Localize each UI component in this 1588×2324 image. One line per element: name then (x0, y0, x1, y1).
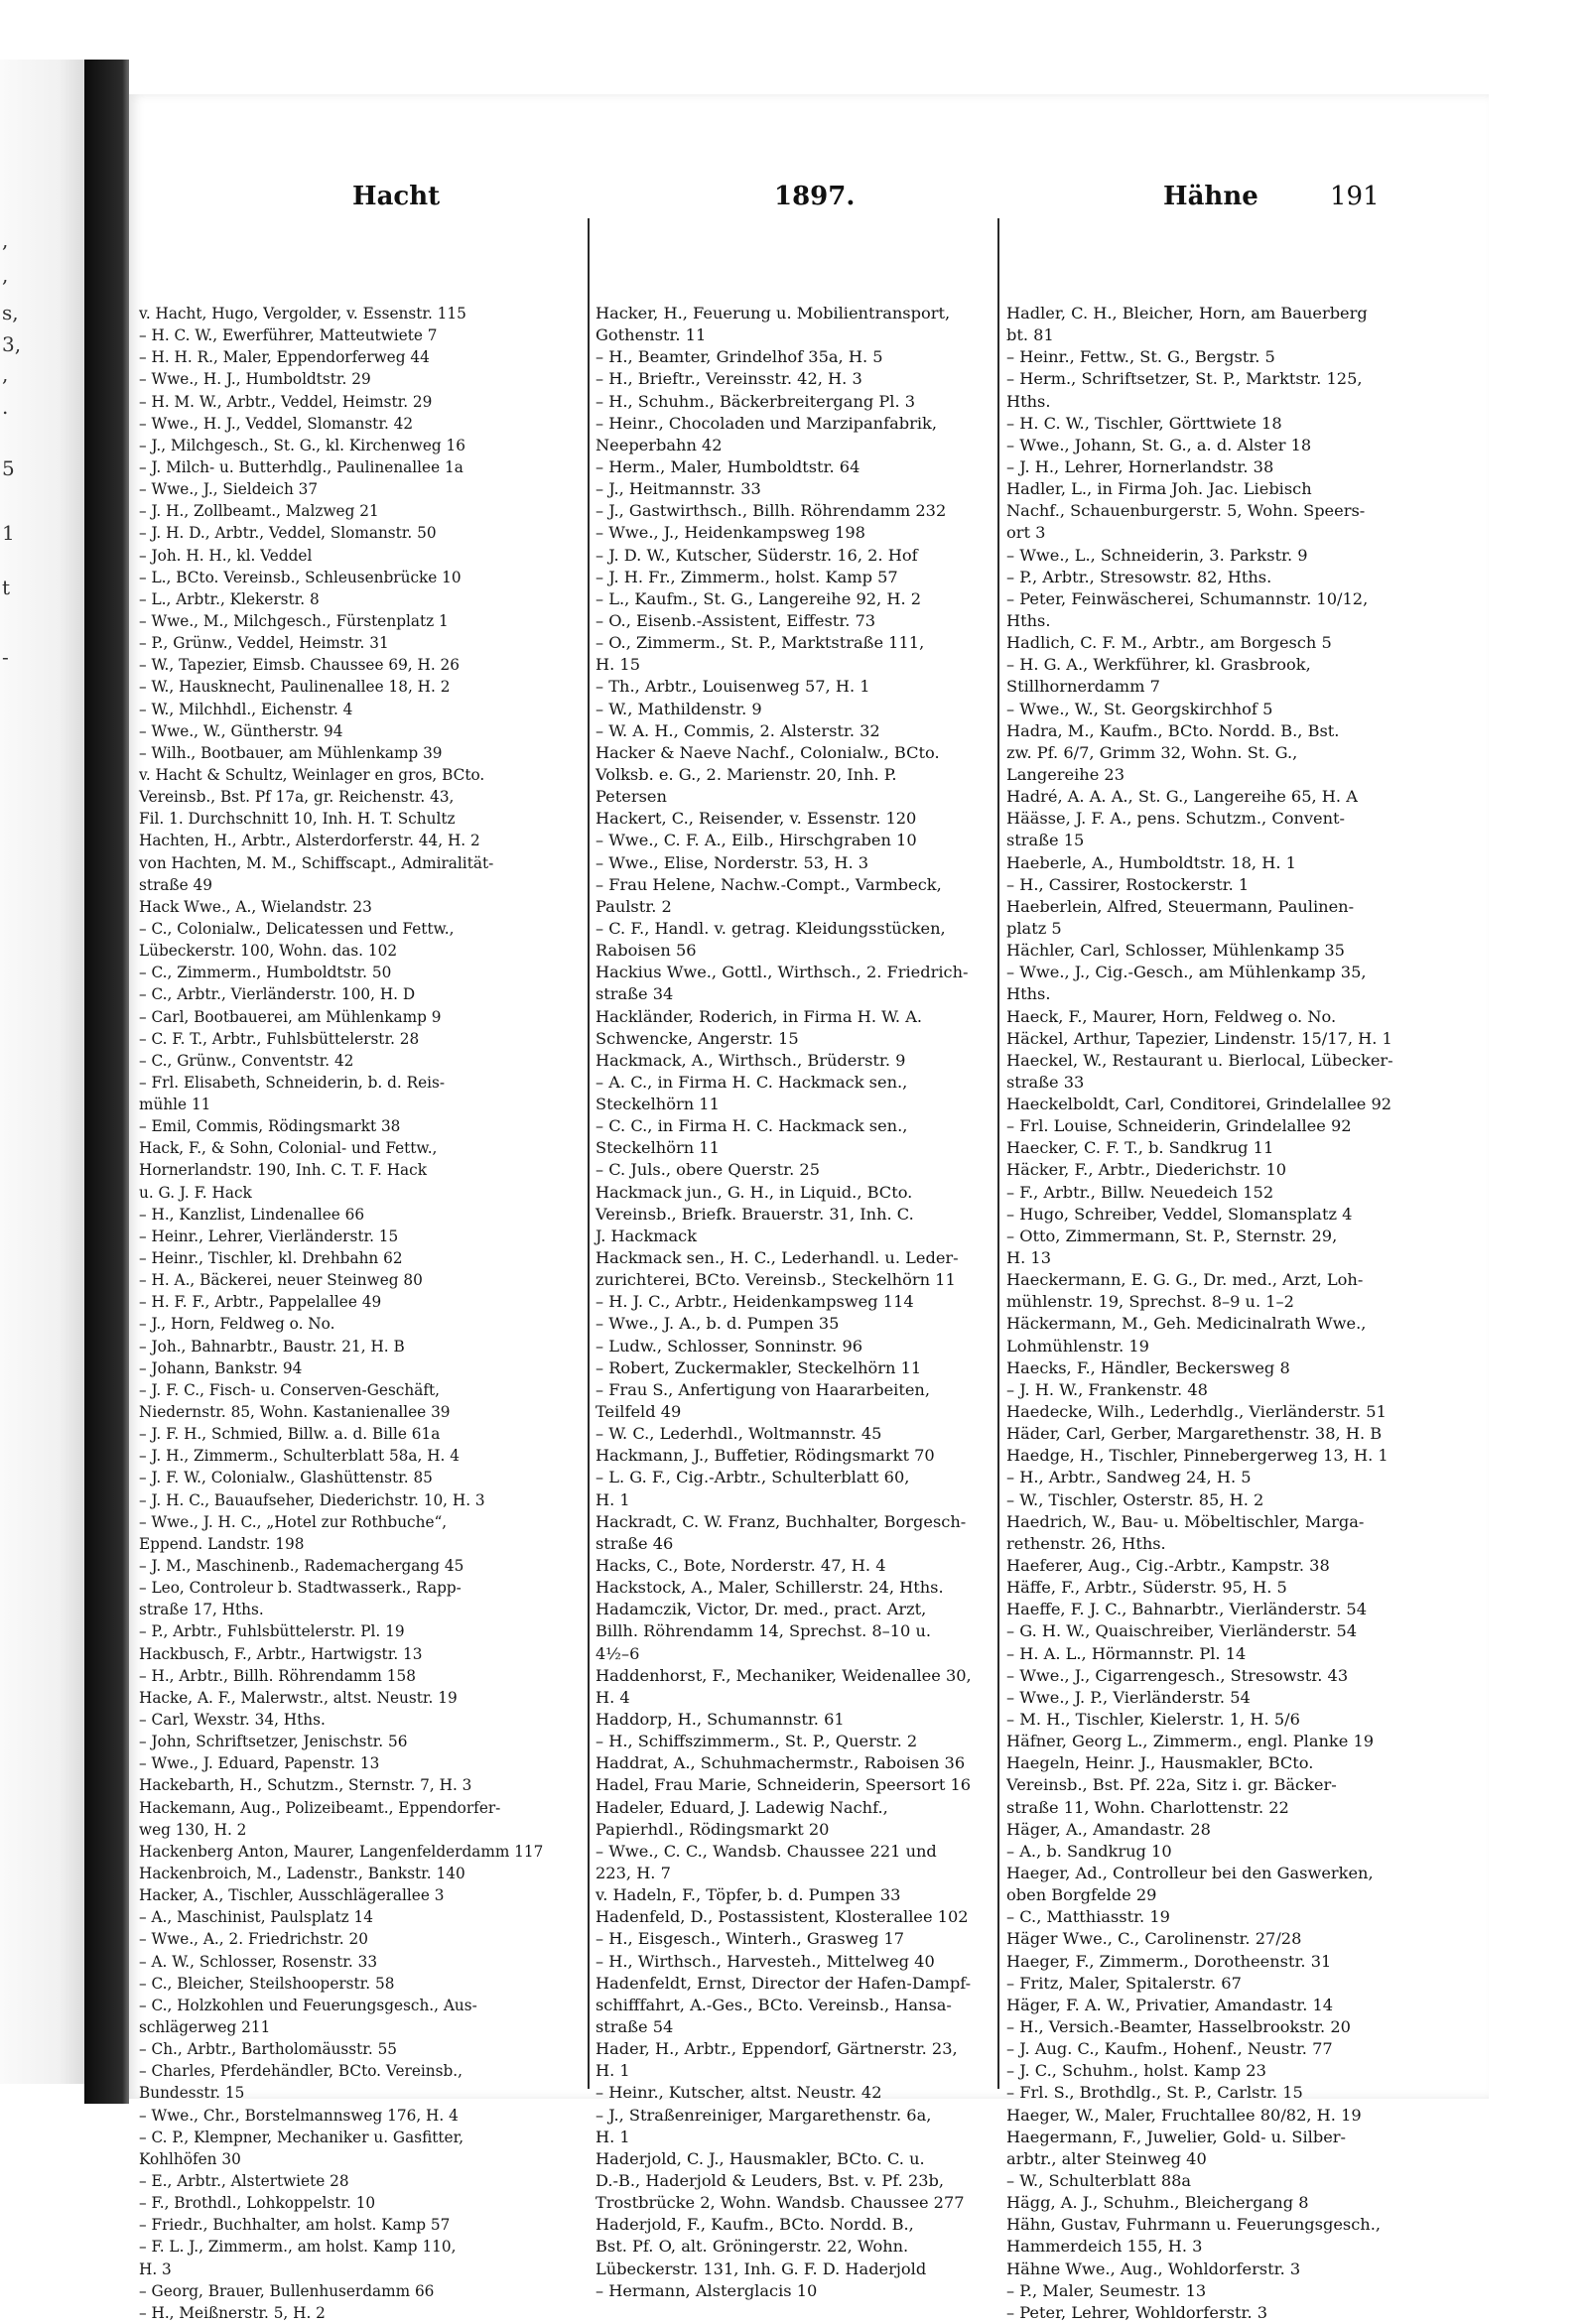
directory-entry-line: mühle 11 (139, 1095, 211, 1114)
directory-entry-line: – J., Straßenreiniger, Margarethenstr. 6a, (596, 2105, 932, 2125)
directory-entry-line: Stillhornerdamm 7 (1006, 677, 1160, 697)
directory-entry-line: Fil. 1. Durchschnitt 10, Inh. H. T. Schultz (139, 809, 456, 829)
directory-entry-line: – H., Arbtr., Sandweg 24, H. 5 (1006, 1468, 1252, 1487)
directory-entry-line: – C., Colonialw., Delicatessen und Fettw., (139, 918, 455, 938)
directory-entry-line: Hachten, H., Arbtr., Alsterdorferstr. 44, H. 2 (139, 831, 480, 850)
directory-entry-line: Hths. (1006, 610, 1051, 630)
directory-entry-line: Hadenfeldt, Ernst, Director der Hafen-Dampf- (596, 1973, 972, 1993)
directory-entry-line: Hackert, C., Reisender, v. Essenstr. 120 (596, 809, 917, 829)
directory-entry-line: – Ch., Arbtr., Bartholomäusstr. 55 (139, 2039, 398, 2059)
directory-entry-line: – Charles, Pferdehändler, BCto. Vereinsb., (139, 2061, 463, 2081)
directory-entry-line: Haeberlein, Alfred, Steuermann, Paulinen- (1006, 896, 1355, 916)
directory-entry-line: Haeger, F., Zimmerm., Dorotheenstr. 31 (1006, 1951, 1332, 1971)
directory-entry-line: – J. D. W., Kutscher, Süderstr. 16, 2. Hof (596, 545, 918, 565)
directory-entry-line: Volksb. e. G., 2. Marienstr. 20, Inh. P. (596, 764, 897, 784)
directory-entry-line: – Herm., Schriftsetzer, St. P., Marktstr. 125, (1006, 369, 1363, 389)
directory-entry-line: Häger, A., Amandastr. 28 (1006, 1819, 1211, 1839)
margin-fragment: , (2, 263, 9, 287)
directory-entry-line: Haddrat, A., Schuhmachermstr., Raboisen 36 (596, 1753, 966, 1773)
directory-entry-line: – Peter, Lehrer, Wohldorferstr. 3 (1006, 2302, 1268, 2322)
directory-entry-line: – Wwe., J., Cig.-Gesch., am Mühlenkamp 35, (1006, 963, 1367, 982)
directory-entry-line: – C., Arbtr., Vierländerstr. 100, H. D (139, 984, 416, 1004)
directory-entry-line: Hadel, Frau Marie, Schneiderin, Speersort 16 (596, 1775, 972, 1795)
directory-entry-line: – H., Meißnerstr. 5, H. 2 (139, 2302, 326, 2322)
directory-entry-line: – W., Schulterblatt 88a (1006, 2170, 1192, 2190)
directory-entry-line: Lübeckerstr. 100, Wohn. das. 102 (139, 941, 398, 961)
directory-entry-line: Steckelhörn 11 (596, 1138, 720, 1158)
directory-entry-line: – Heinr., Lehrer, Vierländerstr. 15 (139, 1226, 399, 1245)
directory-entry-line: – Wwe., Johann, St. G., a. d. Alster 18 (1006, 435, 1312, 454)
directory-entry-line: – F., Arbtr., Billw. Neuedeich 152 (1006, 1182, 1274, 1202)
margin-fragment: - (2, 645, 9, 669)
directory-entry-line: – W., Mathildenstr. 9 (596, 699, 762, 718)
directory-entry-line: – P., Grünw., Veddel, Heimstr. 31 (139, 633, 389, 653)
directory-entry-line: – Wwe., C. C., Wandsb. Chaussee 221 und (596, 1841, 937, 1861)
directory-entry-line: J. Hackmack (596, 1226, 698, 1245)
directory-entry-line: Steckelhörn 11 (596, 1095, 720, 1114)
directory-entry-line: – Frl. Louise, Schneiderin, Grindelallee 92 (1006, 1116, 1352, 1136)
directory-entry-line: – L., Arbtr., Klekerstr. 8 (139, 588, 320, 608)
directory-entry-line: Haeger, W., Maler, Fruchtallee 80/82, H. 19 (1006, 2105, 1362, 2125)
directory-entry-line: – Th., Arbtr., Louisenweg 57, H. 1 (596, 677, 870, 697)
directory-entry-line: – H., Beamter, Grindelhof 35a, H. 5 (596, 347, 883, 367)
directory-entry-line: Hack, F., & Sohn, Colonial- und Fettw., (139, 1138, 438, 1158)
directory-entry-line: Hackemann, Aug., Polizeibeamt., Eppendorfer- (139, 1797, 501, 1817)
directory-entry-line: – M. H., Tischler, Kielerstr. 1, H. 5/6 (1006, 1710, 1300, 1729)
directory-entry-line: Häger Wwe., C., Carolinenstr. 27/28 (1006, 1929, 1302, 1949)
directory-entry-line: – J. H., Zollbeamt., Malzweg 21 (139, 501, 379, 521)
directory-entry-line: – J. H. C., Bauaufseher, Diederichstr. 10, H. 3 (139, 1489, 485, 1509)
directory-entry-line: schlägerweg 211 (139, 2016, 271, 2036)
directory-entry-line: – Leo, Controleur b. Stadtwasserk., Rapp- (139, 1578, 462, 1598)
directory-entry-line: v. Hadeln, F., Töpfer, b. d. Pumpen 33 (596, 1885, 901, 1905)
directory-entry-line: Hacker, A., Tischler, Ausschlägerallee 3 (139, 1885, 445, 1905)
directory-entry-line: – F. L. J., Zimmerm., am holst. Kamp 110, (139, 2237, 457, 2257)
directory-entry-line: Hornerlandstr. 190, Inh. C. T. F. Hack (139, 1160, 427, 1180)
directory-entry-line: Paulstr. 2 (596, 896, 672, 916)
margin-fragment: 5 (2, 456, 15, 480)
directory-entry-line: Bst. Pf. O, alt. Gröningerstr. 22, Wohn. (596, 2237, 909, 2257)
running-head-year: 1897. (774, 182, 856, 211)
directory-entry-line: – Heinr., Chocoladen und Marzipanfabrik, (596, 413, 937, 433)
directory-entry-line: Langereihe 23 (1006, 764, 1125, 784)
directory-entry-line: – H. F. F., Arbtr., Pappelallee 49 (139, 1292, 382, 1312)
directory-entry-line: u. G. J. F. Hack (139, 1182, 252, 1202)
directory-entry-line: Lohmühlenstr. 19 (1006, 1336, 1149, 1356)
directory-entry-line: – J. Aug. C., Kaufm., Hohenf., Neustr. 77 (1006, 2039, 1333, 2059)
directory-entry-line: weg 130, H. 2 (139, 1819, 247, 1839)
directory-entry-line: – F., Brothdl., Lohkoppelstr. 10 (139, 2193, 376, 2213)
directory-entry-line: v. Hacht & Schultz, Weinlager en gros, BCto. (139, 764, 485, 784)
page-sheet (129, 94, 1489, 2322)
directory-entry-line: Häder, Carl, Gerber, Margarethenstr. 38, H. B (1006, 1424, 1383, 1444)
directory-entry-line: – Carl, Wexstr. 34, Hths. (139, 1710, 326, 1729)
directory-entry-line: – Hermann, Alsterglacis 10 (596, 2280, 818, 2300)
directory-entry-line: – L., BCto. Vereinsb., Schleusenbrücke 10 (139, 567, 462, 586)
directory-entry-line: Hths. (1006, 391, 1051, 411)
directory-entry-line: – J. F. H., Schmied, Billw. a. d. Bille 61a (139, 1424, 441, 1444)
directory-entry-line: H. 4 (596, 1687, 630, 1707)
directory-entry-line: Hackbusch, F., Arbtr., Hartwigstr. 13 (139, 1643, 423, 1663)
directory-entry-line: H. 13 (1006, 1248, 1052, 1268)
directory-entry-line: – J. Milch- u. Butterhdlg., Paulinenallee 1a (139, 456, 463, 476)
margin-fragment: , (2, 228, 9, 252)
directory-entry-line: Hackmann, J., Buffetier, Rödingsmarkt 70 (596, 1446, 935, 1466)
directory-entry-line: Vereinsb., Briefk. Brauerstr. 31, Inh. C. (596, 1204, 914, 1224)
directory-entry-line: – J. C., Schuhm., holst. Kamp 23 (1006, 2061, 1266, 2081)
directory-entry-line: Haecks, F., Händler, Beckersweg 8 (1006, 1357, 1290, 1377)
directory-entry-line: zw. Pf. 6/7, Grimm 32, Wohn. St. G., (1006, 742, 1298, 762)
directory-entry-line: 223, H. 7 (596, 1863, 671, 1882)
directory-entry-line: – J. F. W., Colonialw., Glashüttenstr. 85 (139, 1468, 433, 1487)
directory-entry-line: – W., Milchhdl., Eichenstr. 4 (139, 699, 353, 718)
directory-entry-line: – Johann, Bankstr. 94 (139, 1357, 303, 1377)
directory-entry-line: Kohlhöfen 30 (139, 2148, 241, 2168)
directory-entry-line: – J. H. D., Arbtr., Veddel, Slomanstr. 50 (139, 523, 437, 543)
column-divider (588, 218, 590, 2089)
directory-entry-line: – Wwe., J. P., Vierländerstr. 54 (1006, 1687, 1251, 1707)
directory-entry-line: – Wwe., J., Sieldeich 37 (139, 479, 319, 499)
directory-entry-line: Hadlich, C. F. M., Arbtr., am Borgesch 5 (1006, 633, 1332, 653)
directory-entry-line: Haeferer, Aug., Cig.-Arbtr., Kampstr. 38 (1006, 1556, 1330, 1576)
directory-entry-line: – Fritz, Maler, Spitalerstr. 67 (1006, 1973, 1242, 1993)
book-binding-gutter (84, 60, 129, 2104)
directory-entry-line: Hackebarth, H., Schutzm., Sternstr. 7, H. 3 (139, 1775, 472, 1795)
directory-entry-line: Trostbrücke 2, Wohn. Wandsb. Chaussee 277 (596, 2193, 965, 2213)
directory-entry-line: zurichterei, BCto. Vereinsb., Steckelhörn 11 (596, 1270, 956, 1290)
directory-entry-line: – H., Cassirer, Rostockerstr. 1 (1006, 874, 1250, 894)
directory-entry-line: – Wwe., Chr., Borstelmannsweg 176, H. 4 (139, 2105, 459, 2125)
directory-entry-line: Hackradt, C. W. Franz, Buchhalter, Borgesch- (596, 1511, 967, 1531)
directory-entry-line: – C., Zimmerm., Humboldtstr. 50 (139, 963, 392, 982)
directory-entry-line: – H., Arbtr., Billh. Röhrendamm 158 (139, 1665, 416, 1685)
directory-entry-line: arbtr., alter Steinweg 40 (1006, 2148, 1207, 2168)
directory-entry-line: Haegeln, Heinr. J., Hausmakler, BCto. (1006, 1753, 1314, 1773)
directory-entry-line: – Friedr., Buchhalter, am holst. Kamp 57 (139, 2215, 451, 2235)
directory-entry-line: – J. M., Maschinenb., Rademachergang 45 (139, 1556, 464, 1576)
directory-entry-line: – C., Holzkohlen und Feuerungsgesch., Aus- (139, 1995, 477, 2014)
directory-entry-line: – O., Eisenb.-Assistent, Eiffestr. 73 (596, 610, 876, 630)
directory-entry-line: – H., Eisgesch., Winterh., Grasweg 17 (596, 1929, 905, 1949)
directory-entry-line: – J. F. C., Fisch- u. Conserven-Geschäft, (139, 1379, 440, 1399)
directory-entry-line: Haeckelboldt, Carl, Conditorei, Grindelallee 92 (1006, 1095, 1392, 1114)
directory-entry-line: – W., Tapezier, Eimsb. Chaussee 69, H. 26 (139, 655, 460, 675)
directory-entry-line: – Wwe., J., Heidenkampsweg 198 (596, 523, 865, 543)
directory-entry-line: – H., Versich.-Beamter, Hasselbrookstr. 20 (1006, 2016, 1351, 2036)
directory-entry-line: – H., Schiffszimmerm., St. P., Querstr. 2 (596, 1732, 918, 1751)
directory-entry-line: Haeck, F., Maurer, Horn, Feldweg o. No. (1006, 1006, 1337, 1026)
directory-entry-line: Hackländer, Roderich, in Firma H. W. A. (596, 1006, 923, 1026)
directory-entry-line: – Wwe., Elise, Norderstr. 53, H. 3 (596, 852, 869, 872)
directory-entry-line: straße 54 (596, 2016, 674, 2036)
directory-entry-line: – P., Maler, Seumestr. 13 (1006, 2280, 1207, 2300)
directory-entry-line: von Hachten, M. M., Schiffscapt., Admiralität- (139, 852, 494, 872)
directory-entry-line: – Joh., Bahnarbtr., Baustr. 21, H. B (139, 1336, 405, 1356)
directory-entry-line: Hackius Wwe., Gottl., Wirthsch., 2. Friedrich- (596, 963, 969, 982)
directory-entry-line: – W., Hausknecht, Paulinenallee 18, H. 2 (139, 677, 451, 697)
directory-entry-line: – Wwe., H. J., Veddel, Slomanstr. 42 (139, 413, 414, 433)
directory-column-2 (596, 303, 972, 2302)
directory-entry-line: – John, Schriftsetzer, Jenischstr. 56 (139, 1732, 408, 1751)
directory-entry-line: – J. H. Fr., Zimmerm., holst. Kamp 57 (596, 567, 898, 586)
column-divider (997, 218, 999, 2089)
directory-entry-line: – Ludw., Schlosser, Sonninstr. 96 (596, 1336, 863, 1356)
directory-entry-line: – W. A. H., Commis, 2. Alsterstr. 32 (596, 720, 880, 740)
directory-entry-line: – L. G. F., Cig.-Arbtr., Schulterblatt 60, (596, 1468, 910, 1487)
directory-entry-line: Hadamczik, Victor, Dr. med., pract. Arzt, (596, 1600, 927, 1619)
directory-entry-line: – J., Gastwirthsch., Billh. Röhrendamm 232 (596, 501, 947, 521)
directory-entry-line: – Frl. Elisabeth, Schneiderin, b. d. Reis- (139, 1072, 446, 1092)
directory-entry-line: schifffahrt, A.-Ges., BCto. Vereinsb., Hansa- (596, 1995, 952, 2014)
directory-entry-line: – H. A., Bäckerei, neuer Steinweg 80 (139, 1270, 423, 1290)
directory-entry-line: – A. W., Schlosser, Rosenstr. 33 (139, 1951, 378, 1971)
directory-entry-line: Haddorp, H., Schumannstr. 61 (596, 1710, 845, 1729)
directory-entry-line: Hähn, Gustav, Fuhrmann u. Feuerungsgesch., (1006, 2215, 1381, 2235)
directory-entry-line: – J. H. W., Frankenstr. 48 (1006, 1379, 1208, 1399)
directory-entry-line: Haeckermann, E. G. G., Dr. med., Arzt, Loh- (1006, 1270, 1364, 1290)
directory-entry-line: – Robert, Zuckermakler, Steckelhörn 11 (596, 1357, 922, 1377)
directory-entry-line: Häger, F. A. W., Privatier, Amandastr. 14 (1006, 1995, 1334, 2014)
directory-entry-line: platz 5 (1006, 918, 1062, 938)
directory-entry-line: Haecker, C. F. T., b. Sandkrug 11 (1006, 1138, 1274, 1158)
directory-entry-line: – Hugo, Schreiber, Veddel, Slomansplatz 4 (1006, 1204, 1353, 1224)
directory-entry-line: Hacker, H., Feuerung u. Mobilientransport, (596, 304, 951, 323)
directory-entry-line: – Joh. H. H., kl. Veddel (139, 545, 313, 565)
directory-entry-line: H. 15 (596, 655, 641, 675)
directory-entry-line: oben Borgfelde 29 (1006, 1885, 1157, 1905)
previous-page-edge (0, 60, 84, 2084)
directory-entry-line: H. 1 (596, 2127, 630, 2146)
directory-entry-line: Hadeler, Eduard, J. Ladewig Nachf., (596, 1797, 888, 1817)
directory-entry-line: Niedernstr. 85, Wohn. Kastanienallee 39 (139, 1402, 451, 1422)
directory-entry-line: – G. H. W., Quaischreiber, Vierländerstr. 54 (1006, 1621, 1358, 1641)
directory-entry-line: – Carl, Bootbauerei, am Mühlenkamp 9 (139, 1006, 442, 1026)
directory-entry-line: – Wwe., H. J., Humboldtstr. 29 (139, 369, 371, 389)
directory-entry-line: H. 3 (139, 2259, 172, 2278)
margin-fragment: , (2, 362, 9, 386)
directory-entry-line: – H., Kanzlist, Lindenallee 66 (139, 1204, 365, 1224)
directory-entry-line: Bundesstr. 15 (139, 2083, 245, 2103)
directory-entry-line: Hackmack jun., G. H., in Liquid., BCto. (596, 1182, 913, 1202)
directory-entry-line: – Emil, Commis, Rödingsmarkt 38 (139, 1116, 401, 1136)
directory-entry-line: – J., Heitmannstr. 33 (596, 479, 761, 499)
directory-entry-line: – Wilh., Bootbauer, am Mühlenkamp 39 (139, 742, 443, 762)
directory-entry-line: – C. Juls., obere Querstr. 25 (596, 1160, 820, 1180)
directory-entry-line: straße 46 (596, 1533, 674, 1553)
directory-entry-line: Hähne Wwe., Aug., Wohldorferstr. 3 (1006, 2259, 1301, 2278)
directory-entry-line: – Wwe., C. F. A., Eilb., Hirschgraben 10 (596, 831, 917, 850)
directory-entry-line: Haeffe, F. J. C., Bahnarbtr., Vierländerstr. 54 (1006, 1600, 1368, 1619)
directory-entry-line: Hacke, A. F., Malerwstr., altst. Neustr. 19 (139, 1687, 458, 1707)
directory-entry-line: straße 33 (1006, 1072, 1085, 1092)
directory-entry-line: – E., Arbtr., Alstertwiete 28 (139, 2170, 349, 2190)
directory-entry-line: v. Hacht, Hugo, Vergolder, v. Essenstr. 115 (139, 304, 466, 323)
directory-entry-line: – Herm., Maler, Humboldtstr. 64 (596, 456, 860, 476)
directory-entry-line: straße 11, Wohn. Charlottenstr. 22 (1006, 1797, 1289, 1817)
directory-entry-line: Neeperbahn 42 (596, 435, 723, 454)
directory-entry-line: – H. H. R., Maler, Eppendorferweg 44 (139, 347, 430, 367)
directory-entry-line: Hack Wwe., A., Wielandstr. 23 (139, 896, 372, 916)
directory-entry-line: – C., Bleicher, Steilshooperstr. 58 (139, 1973, 395, 1993)
directory-entry-line: Hadra, M., Kaufm., BCto. Nordd. B., Bst. (1006, 720, 1340, 740)
directory-entry-line: – Wwe., M., Milchgesch., Fürstenplatz 1 (139, 610, 449, 630)
directory-entry-line: – H. C. W., Tischler, Görttwiete 18 (1006, 413, 1282, 433)
directory-entry-line: – H. G. A., Werkführer, kl. Grasbrook, (1006, 655, 1311, 675)
running-head-right: Hähne (1163, 182, 1258, 211)
directory-entry-line: – Frau Helene, Nachw.-Compt., Varmbeck, (596, 874, 942, 894)
directory-entry-line: bt. 81 (1006, 325, 1054, 345)
directory-entry-line: – P., Arbtr., Fuhlsbüttelerstr. Pl. 19 (139, 1621, 405, 1641)
directory-entry-line: – Frau S., Anfertigung von Haararbeiten, (596, 1379, 930, 1399)
directory-entry-line: H. 1 (596, 1489, 630, 1509)
directory-entry-line: Hader, H., Arbtr., Eppendorf, Gärtnerstr. 23, (596, 2039, 958, 2059)
directory-entry-line: Haeckel, W., Restaurant u. Bierlocal, Lübecker- (1006, 1050, 1393, 1070)
directory-entry-line: Hackenbroich, M., Ladenstr., Bankstr. 140 (139, 1863, 465, 1882)
page-number: 191 (1330, 182, 1380, 211)
directory-entry-line: – P., Arbtr., Stresowstr. 82, Hths. (1006, 567, 1272, 586)
directory-entry-line: – A., Maschinist, Paulsplatz 14 (139, 1907, 373, 1927)
directory-column-3 (1006, 303, 1393, 2324)
directory-entry-line: – C. F. T., Arbtr., Fuhlsbüttelerstr. 28 (139, 1028, 420, 1048)
directory-entry-line: – Wwe., J., Cigarrengesch., Stresowstr. 43 (1006, 1665, 1349, 1685)
directory-entry-line: Raboisen 56 (596, 941, 697, 961)
directory-entry-line: Haedge, H., Tischler, Pinnebergerweg 13, H. 1 (1006, 1446, 1389, 1466)
directory-entry-line: Hths. (1006, 984, 1051, 1004)
directory-entry-line: – Wwe., W., St. Georgskirchhof 5 (1006, 699, 1273, 718)
directory-entry-line: – C., Grünw., Conventstr. 42 (139, 1050, 354, 1070)
directory-entry-line: Vereinsb., Bst. Pf. 22a, Sitz i. gr. Bäcker- (1006, 1775, 1337, 1795)
directory-entry-line: Häcker, F., Arbtr., Diederichstr. 10 (1006, 1160, 1287, 1180)
directory-entry-line: Haeger, Ad., Controlleur bei den Gaswerken, (1006, 1863, 1374, 1882)
directory-entry-line: – J. H., Lehrer, Hornerlandstr. 38 (1006, 456, 1274, 476)
directory-entry-line: – W. C., Lederhdl., Woltmannstr. 45 (596, 1424, 882, 1444)
directory-entry-line: Hackmack sen., H. C., Lederhandl. u. Leder- (596, 1248, 959, 1268)
margin-fragment: 3, (2, 332, 22, 356)
directory-entry-line: straße 17, Hths. (139, 1600, 264, 1619)
directory-entry-line: ort 3 (1006, 523, 1046, 543)
directory-entry-line: – A. C., in Firma H. C. Hackmack sen., (596, 1072, 908, 1092)
directory-entry-line: Hackmack, A., Wirthsch., Brüderstr. 9 (596, 1050, 906, 1070)
directory-entry-line: – W., Tischler, Osterstr. 85, H. 2 (1006, 1489, 1264, 1509)
directory-entry-line: H. 1 (596, 2061, 630, 2081)
directory-entry-line: Haeberle, A., Humboldtstr. 18, H. 1 (1006, 852, 1296, 872)
directory-entry-line: Hadler, L., in Firma Joh. Jac. Liebisch (1006, 479, 1312, 499)
directory-entry-line: Nachf., Schauenburgerstr. 5, Wohn. Speers- (1006, 501, 1366, 521)
directory-entry-line: Häckermann, M., Geh. Medicinalrath Wwe., (1006, 1314, 1367, 1334)
directory-entry-line: – H., Schuhm., Bäckerbreitergang Pl. 3 (596, 391, 916, 411)
directory-entry-line: mühlenstr. 19, Sprechst. 8–9 u. 1–2 (1006, 1292, 1294, 1312)
directory-entry-line: Hackenberg Anton, Maurer, Langenfelderdamm 117 (139, 1841, 544, 1861)
directory-entry-line: – C. P., Klempner, Mechaniker u. Gasfitter, (139, 2127, 464, 2146)
directory-entry-line: 4½–6 (596, 1643, 640, 1663)
directory-entry-line: Häfner, Georg L., Zimmerm., engl. Planke 19 (1006, 1732, 1375, 1751)
directory-entry-line: Gothenstr. 11 (596, 325, 707, 345)
directory-entry-line: Hammerdeich 155, H. 3 (1006, 2237, 1203, 2257)
directory-entry-line: – Heinr., Tischler, kl. Drehbahn 62 (139, 1248, 403, 1268)
directory-entry-line: Hägg, A. J., Schuhm., Bleichergang 8 (1006, 2193, 1309, 2213)
directory-entry-line: Haedrich, W., Bau- u. Möbeltischler, Marga- (1006, 1511, 1365, 1531)
directory-entry-line: – Peter, Feinwäscherei, Schumannstr. 10/12, (1006, 588, 1369, 608)
directory-entry-line: – A., b. Sandkrug 10 (1006, 1841, 1172, 1861)
directory-entry-line: Papierhdl., Rödingsmarkt 20 (596, 1819, 830, 1839)
running-head-left: Hacht (352, 182, 441, 211)
directory-entry-line: Haddenhorst, F., Mechaniker, Weidenallee 30, (596, 1665, 972, 1685)
directory-entry-line: Haegermann, F., Juwelier, Gold- u. Silber- (1006, 2127, 1346, 2146)
directory-entry-line: Häässe, J. F. A., pens. Schutzm., Convent- (1006, 809, 1346, 829)
margin-fragment: 1 (2, 521, 15, 545)
directory-entry-line: Haedecke, Wilh., Lederhdlg., Vierländerstr. 51 (1006, 1402, 1387, 1422)
directory-entry-line: – C. C., in Firma H. C. Hackmack sen., (596, 1116, 908, 1136)
directory-entry-line: Hächler, Carl, Schlosser, Mühlenkamp 35 (1006, 941, 1345, 961)
directory-entry-line: – Wwe., L., Schneiderin, 3. Parkstr. 9 (1006, 545, 1308, 565)
directory-entry-line: – Wwe., J. H. C., „Hotel zur Rothbuche“, (139, 1511, 448, 1531)
directory-entry-line: Hadré, A. A. A., St. G., Langereihe 65, H. A (1006, 787, 1358, 807)
directory-entry-line: – J., Milchgesch., St. G., kl. Kirchenweg 16 (139, 435, 465, 454)
directory-entry-line: Billh. Röhrendamm 14, Sprechst. 8–10 u. (596, 1621, 932, 1641)
directory-entry-line: – H., Wirthsch., Harvestеh., Mittelweg 40 (596, 1951, 935, 1971)
directory-entry-line: – H., Brieftr., Vereinsstr. 42, H. 3 (596, 369, 862, 389)
directory-entry-line: Haderjold, F., Kaufm., BCto. Nordd. B., (596, 2215, 914, 2235)
directory-entry-line: straße 15 (1006, 831, 1085, 850)
directory-entry-line: – H. J. C., Arbtr., Heidenkampsweg 114 (596, 1292, 914, 1312)
margin-fragment: . (2, 395, 9, 419)
directory-entry-line: – Wwe., A., 2. Friedrichstr. 20 (139, 1929, 368, 1949)
directory-entry-line: Teilfeld 49 (596, 1402, 682, 1422)
directory-entry-line: – C. F., Handl. v. getrag. Kleidungsstücken, (596, 918, 946, 938)
directory-entry-line: Hacks, C., Bote, Norderstr. 47, H. 4 (596, 1556, 886, 1576)
directory-entry-line: D.-B., Haderjold & Leuders, Bst. v. Pf. 23b, (596, 2170, 945, 2190)
directory-entry-line: Hadenfeld, D., Postassistent, Klosterallee 102 (596, 1907, 969, 1927)
directory-entry-line: straße 49 (139, 874, 212, 894)
directory-entry-line: – J. H., Zimmerm., Schulterblatt 58a, H. 4 (139, 1446, 460, 1466)
margin-fragment: t (2, 576, 11, 599)
directory-entry-line: – H. C. W., Ewerführer, Matteutwiete 7 (139, 325, 438, 345)
directory-entry-line: – H. A. L., Hörmannstr. Pl. 14 (1006, 1643, 1247, 1663)
directory-entry-line: – H. M. W., Arbtr., Veddel, Heimstr. 29 (139, 391, 433, 411)
directory-entry-line: rethenstr. 26, Hths. (1006, 1533, 1166, 1553)
margin-fragment: s, (2, 301, 19, 324)
directory-entry-line: – Georg, Brauer, Bullenhuserdamm 66 (139, 2280, 435, 2300)
directory-entry-line: – C., Matthiasstr. 19 (1006, 1907, 1170, 1927)
directory-entry-line: Hacker & Naeve Nachf., Colonialw., BCto. (596, 742, 940, 762)
directory-entry-line: – Frl. S., Brothdlg., St. P., Carlstr. 15 (1006, 2083, 1303, 2103)
directory-entry-line: – J., Horn, Feldweg o. No. (139, 1314, 335, 1334)
directory-entry-line: straße 34 (596, 984, 674, 1004)
directory-entry-line: Hackstock, A., Maler, Schillerstr. 24, Hths. (596, 1578, 944, 1598)
directory-entry-line: – L., Kaufm., St. G., Langereihe 92, H. 2 (596, 588, 922, 608)
directory-entry-line: – Wwe., W., Güntherstr. 94 (139, 720, 343, 740)
directory-entry-line: Lübeckerstr. 131, Inh. G. F. D. Haderjold (596, 2259, 927, 2278)
directory-entry-line: – Wwe., J. Eduard, Papenstr. 13 (139, 1753, 380, 1773)
directory-entry-line: Vereinsb., Bst. Pf 17a, gr. Reichenstr. 43, (139, 787, 455, 807)
directory-entry-line: Eppend. Landstr. 198 (139, 1533, 305, 1553)
directory-entry-line: Haderjold, C. J., Hausmakler, BCto. C. u. (596, 2148, 925, 2168)
directory-entry-line: – Heinr., Fettw., St. G., Bergstr. 5 (1006, 347, 1275, 367)
directory-entry-line: Häffe, F., Arbtr., Süderstr. 95, H. 5 (1006, 1578, 1287, 1598)
directory-entry-line: Schwencke, Angerstr. 15 (596, 1028, 799, 1048)
directory-entry-line: Petersen (596, 787, 667, 807)
directory-entry-line: – Heinr., Kutscher, altst. Neustr. 42 (596, 2083, 882, 2103)
directory-entry-line: Hadler, C. H., Bleicher, Horn, am Bauerberg (1006, 304, 1368, 323)
directory-entry-line: – Otto, Zimmermann, St. P., Sternstr. 29, (1006, 1226, 1338, 1245)
directory-column-1 (139, 303, 568, 2324)
directory-entry-line: – Wwe., J. A., b. d. Pumpen 35 (596, 1314, 840, 1334)
directory-entry-line: Häckel, Arthur, Tapezier, Lindenstr. 15/17, H. 1 (1006, 1028, 1392, 1048)
directory-entry-line: – O., Zimmerm., St. P., Marktstraße 111, (596, 633, 925, 653)
